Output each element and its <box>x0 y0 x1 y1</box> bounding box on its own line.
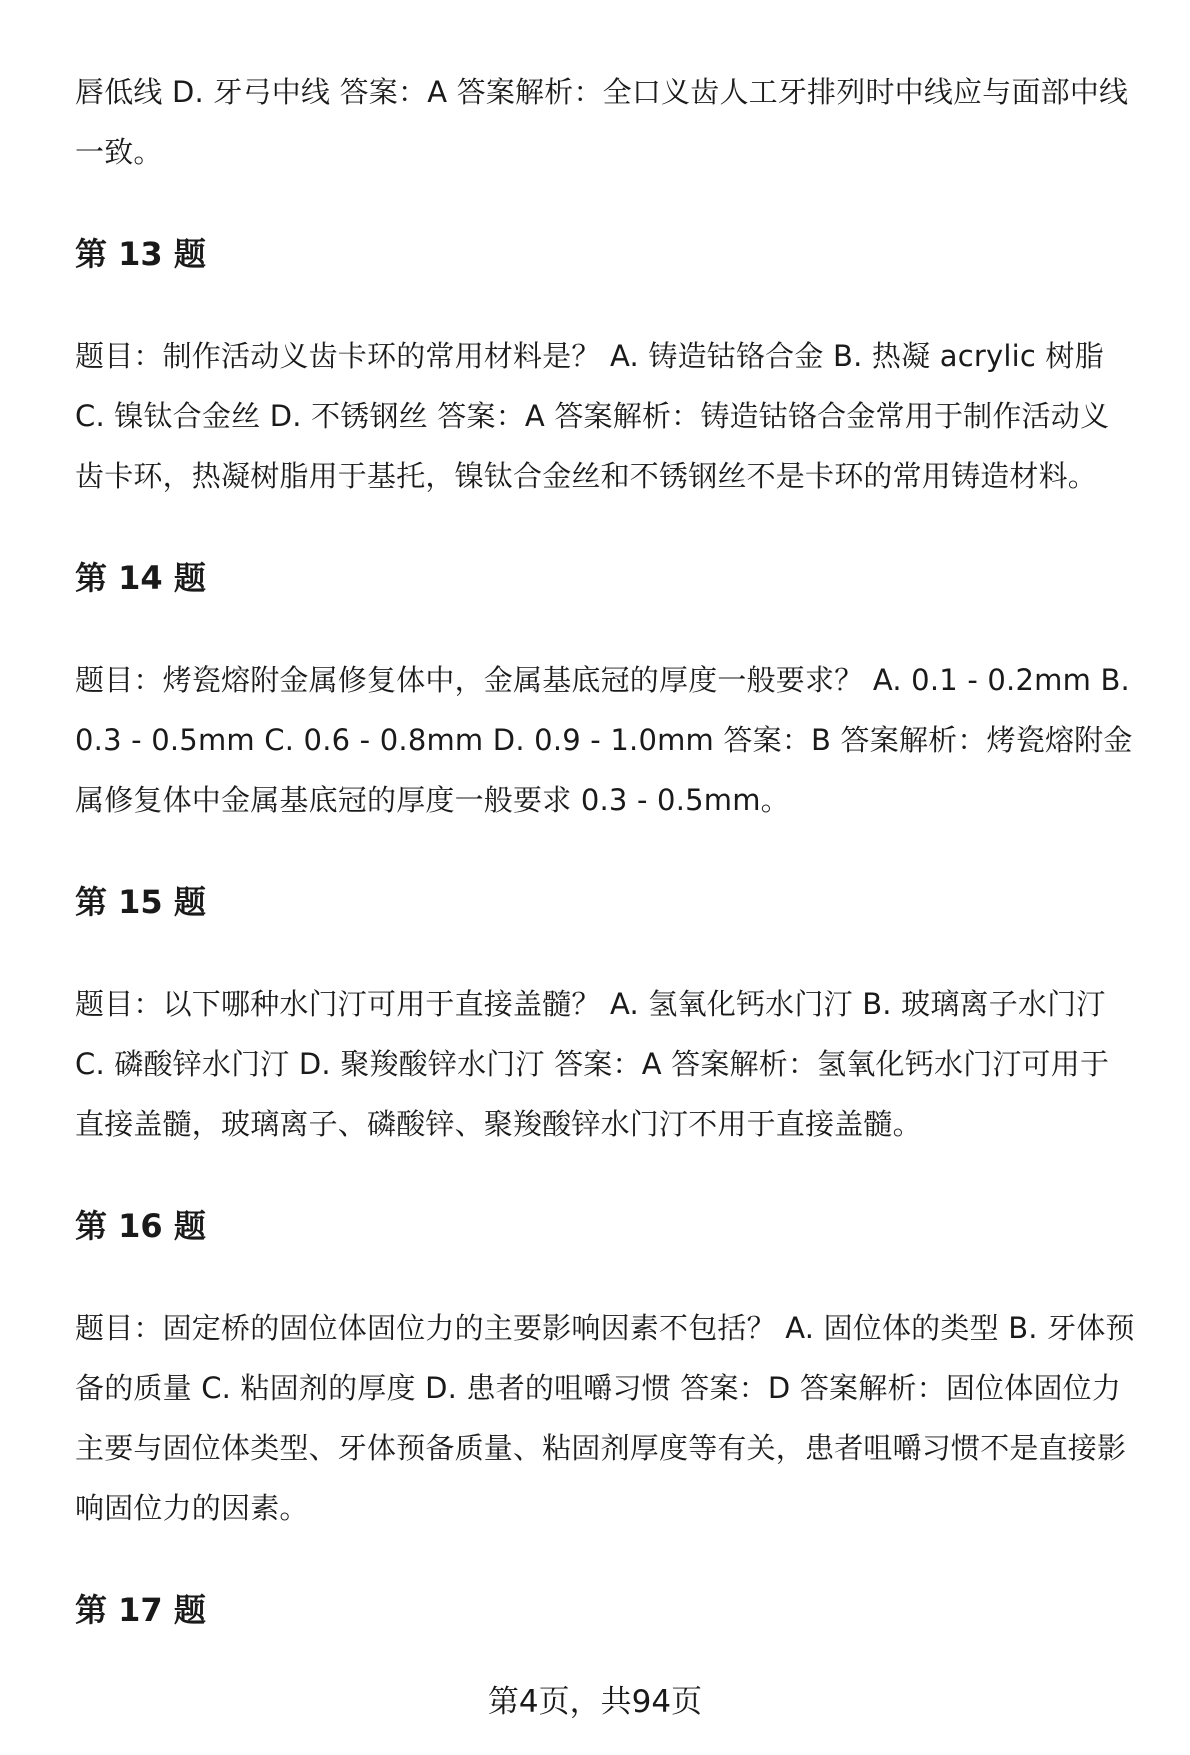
question-16-text: 题目：固定桥的固位体固位力的主要影响因素不包括？ A. 固位体的类型 B. 牙体预备的质量 C. 粘固剂的厚度 D. 患者的咀嚼习惯 答案：D 答案解析：固位体固位力主要与固位体类型、牙体预备质量、粘固剂厚度等有关，患者咀嚼习惯不是直接影响固位力的因素。 <box>75 1311 1135 1525</box>
page-number-footer: 第4页，共94页 <box>487 1684 703 1720</box>
question-17-heading: 第 17 题 <box>75 1591 206 1629</box>
question-15-text: 题目：以下哪种水门汀可用于直接盖髓？ A. 氢氧化钙水门汀 B. 玻璃离子水门汀 C. 磷酸锌水门汀 D. 聚羧酸锌水门汀 答案：A 答案解析：氢氧化钙水门汀可用于直接盖髓，玻璃离子、磷酸锌、聚羧酸锌水门汀不用于直接盖髓。 <box>75 987 1110 1141</box>
question-14-text: 题目：烤瓷熔附金属修复体中，金属基底冠的厚度一般要求？ A. 0.1 - 0.2mm B. 0.3 - 0.5mm C. 0.6 - 0.8mm D. 0.9 - 1.0mm 答案：B 答案解析：烤瓷熔附金属修复体中金属基底冠的厚度一般要求 0.3 - 0.5mm。 <box>75 663 1133 817</box>
question-15-heading: 第 15 题 <box>75 883 206 921</box>
document-body <box>75 62 1135 1640</box>
intro-paragraph: 唇低线 D. 牙弓中线 答案：A 答案解析：全口义齿人工牙排列时中线应与面部中线一致。 <box>75 75 1129 169</box>
question-13-text: 题目：制作活动义齿卡环的常用材料是？ A. 铸造钴铬合金 B. 热凝 acrylic 树脂 C. 镍钛合金丝 D. 不锈钢丝 答案：A 答案解析：铸造钴铬合金常用于制作活动义齿卡环，热凝树脂用于基托，镍钛合金丝和不锈钢丝不是卡环的常用铸造材料。 <box>75 339 1110 493</box>
question-13-heading: 第 13 题 <box>75 235 206 273</box>
question-14-heading: 第 14 题 <box>75 559 206 597</box>
question-16-heading: 第 16 题 <box>75 1207 206 1245</box>
